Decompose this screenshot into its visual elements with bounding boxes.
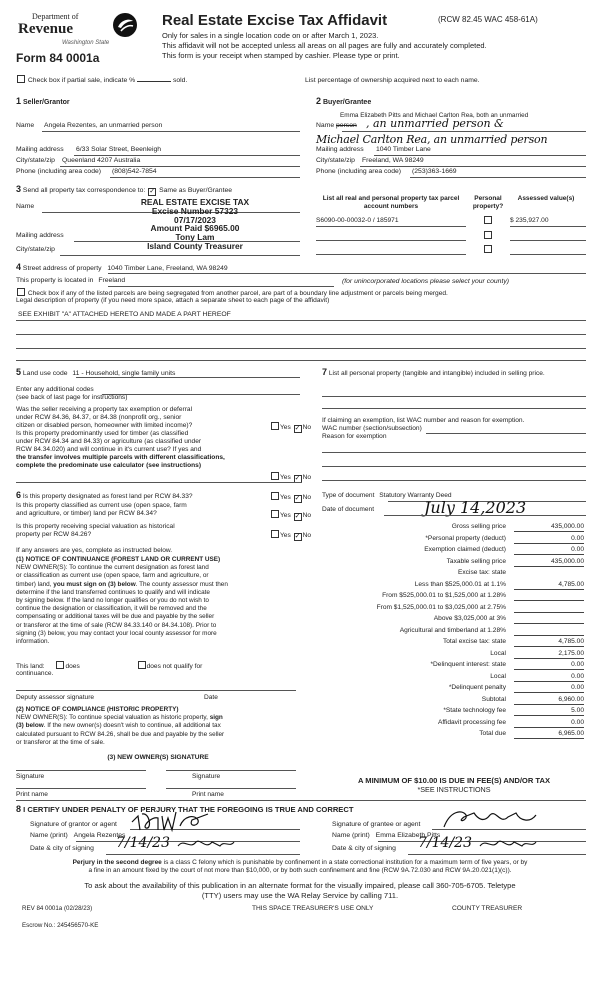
new-owner-sig-label-1: Signature	[16, 773, 45, 780]
form-citation: (RCW 82.45 WAC 458-61A)	[438, 15, 538, 24]
tax-row-label: *Personal property (deduct)	[425, 534, 506, 542]
notice2-line1	[16, 714, 224, 722]
segregation-checkbox[interactable]	[17, 288, 25, 296]
grantor-name-field[interactable]: Angela Rezentes	[73, 832, 126, 839]
tax-row-value[interactable]: 4,785.00	[514, 638, 584, 647]
land-q2-no-checkbox[interactable]: ✓	[294, 475, 301, 482]
seller-heading-num: 1	[16, 96, 22, 106]
additional-codes-label: Enter any additional codes	[16, 386, 94, 393]
stamp-line6: Island County Treasurer	[147, 241, 243, 252]
tax-row-label: Taxable selling price	[446, 557, 506, 565]
tax-row-label: *Delinquent penalty	[448, 684, 506, 691]
tax-row-label: Exemption claimed (deduct)	[424, 546, 506, 553]
forest-q3-yes-checkbox[interactable]	[271, 530, 279, 538]
buyer-heading	[316, 96, 371, 108]
seller-name-field[interactable]: Angela Rezentes, an unmarried person	[44, 122, 163, 129]
notice2-line2a: (3) below	[16, 722, 44, 730]
forest-q2	[16, 502, 187, 518]
ownership-note: List percentage of ownership acquired next to each name.	[305, 77, 480, 84]
grantor-signature-label: Signature of grantor or agent	[30, 821, 117, 828]
land-q1-no-checkbox[interactable]: ✓	[294, 425, 301, 432]
notice1-line3	[16, 581, 228, 589]
does-not-qualify-checkbox[interactable]	[138, 661, 146, 669]
seller-mail-label: Mailing address	[16, 146, 64, 153]
grantee-city-scribble-icon[interactable]	[478, 836, 538, 852]
grantor-signature-icon[interactable]	[128, 808, 258, 834]
land-q2-line2: under RCW 84.34 and 84.33) or agriculture (as classified under	[16, 438, 202, 446]
tax-row-label: Affidavit processing fee	[437, 718, 506, 726]
notice1-line2: or classification as current use (open space, farm and agriculture, or	[16, 572, 209, 580]
seller-phone-row	[16, 168, 157, 176]
seller-phone-field[interactable]: (808)542-7854	[112, 168, 157, 175]
land-q1-yes-checkbox[interactable]	[271, 422, 279, 430]
grantee-signature-icon[interactable]	[440, 805, 560, 833]
tax-row-value[interactable]: 5.00	[514, 707, 584, 716]
forest-q1-yes-checkbox[interactable]	[271, 492, 279, 500]
notice2-line2	[16, 722, 224, 730]
notice1-line10: information.	[16, 637, 50, 645]
footer-treasurer-only: THIS SPACE TREASURER'S USE ONLY	[252, 905, 374, 912]
forest-q1-text: Is this property designated as forest land per RCW 84.33?	[22, 493, 193, 500]
notice1-line9: signing (3) below, you may contact your local county assessor for more	[16, 629, 217, 637]
alt-format-notice	[10, 881, 590, 901]
perjury-bold: Perjury in the second degree	[72, 859, 162, 866]
parcel2-personal-checkbox[interactable]	[484, 231, 492, 239]
continuance-label: continuance.	[16, 670, 54, 677]
parcels-col1-header: List all real and personal property tax parcel account numbers	[322, 195, 460, 210]
tax-row-value[interactable]	[514, 592, 584, 601]
property-located-label: This property is located in	[16, 277, 94, 284]
forest-q2-yes-label: Yes	[280, 512, 291, 519]
exemption-block	[322, 417, 524, 441]
tax-row-label: Total due	[479, 730, 506, 737]
new-owner-sig-label-2: Signature	[192, 773, 221, 780]
tax-row-value[interactable]: 0.00	[514, 546, 584, 555]
forest-q2-yes-checkbox[interactable]	[271, 510, 279, 518]
seller-city-label: City/state/zip	[16, 157, 55, 164]
correspondence-heading-text: Send all property tax correspondence to:	[22, 187, 146, 194]
notice1-line6: continue the designation or classification, it will be removed and the	[16, 605, 207, 613]
segregation-label: Check box if any of the listed parcels are being segregated from another parcel, are part of a boundary line adjustment or parcels being merged.	[27, 290, 448, 297]
notice1-line7: compensating or additional taxes will be due and payable by the seller	[16, 613, 215, 621]
dept-line1: Department of	[32, 12, 79, 21]
forest-q1-yes-label: Yes	[280, 494, 291, 501]
tax-row-value[interactable]	[514, 615, 584, 624]
land-q2-line5: complete the predominate use calculator (see instructions)	[16, 462, 202, 470]
buyer-heading-num: 2	[316, 96, 322, 106]
same-as-buyer-checkbox[interactable]: ✓	[149, 188, 156, 195]
parcel-account-1[interactable]: S6090-00-00032-0 / 185971	[316, 217, 399, 224]
notice1-line3a: timber) land,	[16, 580, 54, 588]
notice1-title: (1) NOTICE OF CONTINUANCE (FOREST LAND OR CURRENT USE)	[16, 556, 221, 563]
correspondence-heading	[16, 184, 232, 196]
land-q2-yes-label: Yes	[280, 474, 291, 481]
treasurer-stamp	[120, 198, 270, 251]
tax-row-value[interactable]: 0.00	[514, 684, 584, 693]
property-address-field[interactable]: 1040 Timber Lane, Freeland, WA 98249	[107, 265, 228, 272]
see-back-note: (see back of last page for instructions)	[16, 394, 128, 401]
grantee-name-field[interactable]: Emma Elizabeth Pitts	[375, 832, 441, 839]
land-use-code-field[interactable]: 11 - Household, single family units	[72, 370, 176, 377]
notice1-line3b: you must sign on (3) below	[53, 580, 136, 588]
exemption-line1: If claiming an exemption, list WAC number and reason for exemption.	[322, 417, 525, 424]
form-number: Form 84 0001a	[16, 51, 100, 65]
grantee-name-label: Name (print)	[332, 832, 370, 839]
land-q2-line4: the transfer involves multiple parcels with different classifications,	[16, 454, 225, 462]
tax-row-value[interactable]	[514, 627, 584, 636]
exemption-wac-label: WAC number (section/subsection)	[322, 425, 422, 433]
tax-row-value[interactable]: 0.00	[514, 673, 584, 682]
tax-row-value[interactable]: 0.00	[514, 535, 584, 544]
forest-q1-no-label: No	[302, 494, 312, 501]
perjury-notice	[10, 859, 590, 876]
notice1-line8: or transferor at the time of sale (RCW 84.33.140 or 84.34.108). Prior to	[16, 621, 217, 629]
doc-type-label: Type of document	[322, 492, 375, 499]
tax-row-label: Total excise tax: state	[442, 638, 506, 645]
forest-q2-answer	[270, 510, 311, 521]
land-use-heading-num: 5	[16, 367, 22, 377]
footer-escrow: Escrow No.: 245456570-KE	[22, 922, 99, 929]
alt-format-line1: To ask about the availability of this publication in an alternate format for the visually impaired, please call 360-705-6705. Teletype	[84, 881, 516, 890]
header-note-2: This affidavit will not be accepted unless all areas on all pages are fully and accurately completed.	[162, 41, 487, 50]
land-q2-yes-checkbox[interactable]	[271, 472, 279, 480]
tax-row-label: Local	[490, 649, 506, 657]
seller-name-row	[16, 122, 300, 130]
land-use-heading-text: Land use code	[22, 370, 68, 377]
grantor-date-label: Date & city of signing	[30, 845, 94, 852]
same-as-buyer-label: Same as Buyer/Grantee	[159, 187, 233, 194]
partial-sale-label-b: sold.	[172, 77, 188, 84]
dept-line3: Washington State	[62, 40, 110, 46]
personal-heading-num: 7	[322, 367, 328, 377]
land-q2-no-label: No	[302, 474, 312, 481]
stamp-line3: 07/17/2023	[174, 214, 216, 225]
partial-sale-percent-field[interactable]	[137, 81, 171, 82]
corr-city-label: City/state/zip	[16, 246, 55, 253]
land-q2-line3: RCW 84.34.020) and will continue in it's current use? If yes and	[16, 446, 202, 454]
grantor-date-handwritten[interactable]: 7/14/23	[116, 835, 170, 851]
forest-q3	[16, 523, 175, 539]
new-owner-print-label-1: Print name	[16, 791, 48, 798]
seller-heading-text: Seller/Grantor	[22, 99, 70, 106]
perjury-line2: a fine in an amount fixed by the court of not more than $10,000, or by both such confinement and fine (RCW 9A.72.030 and RCW 9A.20.021(1)(c)).	[88, 867, 512, 875]
footer-county-treasurer: COUNTY TREASURER	[452, 905, 523, 912]
header-note-3: This form is your receipt when stamped by cashier. Please type or print.	[162, 51, 400, 60]
buyer-phone-field[interactable]: (253)363-1669	[412, 168, 457, 175]
doc-date-handwritten[interactable]: July 14,2023	[424, 498, 527, 517]
seller-mail-field[interactable]: 6/33 Solar Street, Beenleigh	[76, 146, 162, 153]
notice2-line3: calculated pursuant to RCW 84.26, shall be due and payable by the seller	[16, 730, 225, 738]
tax-row-label: *State technology fee	[443, 707, 506, 714]
seller-city-field[interactable]: Queenland 4207 Australia	[62, 157, 141, 164]
seller-mail-row	[16, 146, 162, 154]
forest-q1-answer	[270, 492, 311, 503]
grantor-name-label: Name (print)	[30, 832, 68, 839]
forest-q1	[16, 490, 193, 501]
forest-q3-answer	[270, 530, 311, 541]
forest-q2-line2: and agriculture, or timber) land per RCW 84.34?	[16, 510, 157, 518]
tax-row-label: Agricultural and timberland at 1.28%	[399, 626, 506, 634]
parcel-value-1[interactable]: $ 235,927.00	[510, 217, 549, 224]
stamp-line2: Excise Number 57323	[151, 205, 239, 216]
exemption-reason-label: Reason for exemption	[322, 433, 387, 441]
forest-q3-no-checkbox[interactable]: ✓	[294, 533, 301, 540]
notice2-line4: or transferor at the time of sale.	[16, 738, 105, 746]
notice2-line1a: NEW OWNER(S): To continue special valuation as historic property,	[16, 714, 210, 722]
notice2-line2b: . If the new owner(s) doesn't wish to continue, all additional tax	[43, 722, 221, 730]
doc-date-label: Date of document	[322, 506, 375, 513]
footer-rev: REV 84 0001a (02/28/23)	[22, 905, 93, 912]
legal-description-field[interactable]: SEE EXHIBIT "A" ATTACHED HERETO AND MADE A PART HEREOF	[18, 311, 231, 318]
property-heading-num: 4	[16, 262, 22, 272]
tax-row-value[interactable]	[514, 604, 584, 613]
tax-row-value[interactable]: 2,175.00	[514, 650, 584, 659]
minimum-fee-note: A MINIMUM OF $10.00 IS DUE IN FEE(S) AND/OR TAX	[357, 776, 551, 785]
tax-row-value[interactable]: 435,000.00	[514, 558, 584, 567]
property-heading	[16, 262, 228, 273]
notice1-line5: by signing below. If the land no longer qualifies or you do not wish to	[16, 596, 209, 604]
stamp-line4: Amount Paid $6965.00	[150, 223, 240, 234]
certify-heading-text: I CERTIFY UNDER PENALTY OF PERJURY THAT THE FOREGOING IS TRUE AND CORRECT	[23, 805, 354, 814]
grantor-city-scribble-icon[interactable]	[176, 836, 236, 852]
tax-row-value[interactable]: 6,960.00	[514, 696, 584, 705]
tax-row-label: Less than $525,000.01 at 1.1%	[414, 580, 506, 588]
land-q2-line1: Is this property predominantly used for timber (as classified	[16, 430, 189, 437]
parcels-col3-header: Assessed value(s)	[517, 195, 575, 202]
notice1-line4: determine if the land transferred continues to qualify and will indicate	[16, 588, 210, 596]
parcels-col2-header: Personal property?	[472, 195, 504, 210]
legal-description-label: Legal description of property (if you need more space, attach a separate sheet to each page of the affidavit)	[16, 297, 330, 304]
forest-q2-line1: Is this property classified as current use (open space, farm	[16, 502, 187, 509]
personal-property-heading	[322, 367, 588, 378]
buyer-city-row	[316, 157, 424, 165]
notice-compliance	[16, 706, 224, 747]
doc-type-field[interactable]: Statutory Warranty Deed	[379, 492, 452, 499]
buyer-heading-text: Buyer/Grantee	[322, 99, 372, 106]
forest-if-any: If any answers are yes, complete as instructed below.	[16, 547, 173, 554]
corr-mail-label: Mailing address	[16, 232, 64, 239]
partial-sale-label-a: Check box if partial sale, indicate %	[27, 77, 136, 84]
revenue-logo-icon	[112, 12, 138, 38]
corr-name-label: Name	[16, 203, 35, 210]
tax-row-value[interactable]: 0.00	[514, 719, 584, 728]
notice1-line1: NEW OWNER(S): To continue the current designation as forest land	[16, 564, 209, 572]
new-owner-signature-title: (3) NEW OWNER(S) SIGNATURE	[107, 754, 209, 761]
new-owner-print-label-2: Print name	[192, 791, 224, 798]
forest-q3-yes-label: Yes	[280, 532, 291, 539]
forest-q3-line2: property per RCW 84.26?	[16, 531, 92, 539]
see-instructions-note: *SEE INSTRUCTIONS	[417, 785, 491, 794]
form-title: Real Estate Excise Tax Affidavit	[162, 12, 388, 29]
dept-line2: Revenue	[18, 21, 73, 37]
tax-row-value[interactable]: 0.00	[514, 661, 584, 670]
stamp-line5: Tony Lam	[175, 232, 215, 243]
seller-phone-label: Phone (including area code)	[16, 168, 102, 175]
buyer-handwritten-line2[interactable]: Michael Carlton Rea, an unmarried person	[316, 133, 548, 146]
land-q1-line1: Was the seller receiving a property tax exemption or deferral	[16, 406, 193, 413]
land-q1-answer	[270, 422, 311, 433]
forest-q2-no-label: No	[302, 512, 312, 519]
buyer-phone-label: Phone (including area code)	[316, 168, 402, 175]
partial-sale-row	[16, 75, 187, 85]
parcel3-personal-checkbox[interactable]	[484, 245, 492, 253]
property-located-field[interactable]: Freeland	[98, 277, 126, 284]
perjury-line1: is a class C felony which is punishable by confinement in a state correctional institution for a maximum term of five years, or by	[161, 859, 528, 866]
seller-city-row	[16, 157, 141, 165]
deputy-date-label: Date	[204, 694, 218, 701]
tax-row-label: From $1,525,000.01 to $3,025,000 at 2.75%	[376, 603, 506, 611]
buyer-mail-label: Mailing address	[316, 146, 364, 153]
property-heading-text: Street address of property	[22, 265, 102, 272]
does-qualify-checkbox[interactable]	[56, 661, 64, 669]
tax-row-label: Subtotal	[481, 695, 506, 703]
land-q2	[16, 430, 225, 470]
forest-q3-no-label: No	[302, 532, 312, 539]
this-land-label: This land:	[16, 663, 45, 670]
grantee-date-label: Date & city of signing	[332, 845, 396, 852]
tax-row-label: Local	[490, 672, 506, 680]
notice1-line3c: . The county assessor must then	[135, 580, 228, 588]
tax-row-label: Above $3,025,000 at 3%	[433, 615, 506, 622]
land-q1-line3: citizen or disabled person, homeowner with limited income)?	[16, 422, 193, 430]
does-not-label: does not qualify for	[146, 663, 203, 670]
buyer-names-typed[interactable]: Emma Elizabeth Pitts and Michael Carlton Rea, both an unmarried	[340, 112, 529, 119]
buyer-phone-row	[316, 168, 457, 176]
header-note-1: Only for sales in a single location code on or after March 1, 2023.	[162, 31, 379, 40]
notice2-line1b: sign	[209, 714, 223, 722]
buyer-handwritten-line1[interactable]: , an unmarried person &	[366, 117, 504, 130]
forest-q2-no-checkbox[interactable]: ✓	[294, 513, 301, 520]
buyer-city-field[interactable]: Freeland, WA 98249	[362, 157, 424, 164]
tax-row-label: Excise tax: state	[457, 569, 506, 576]
notice2-title: (2) NOTICE OF COMPLIANCE (HISTORIC PROPERTY)	[16, 706, 179, 713]
buyer-city-label: City/state/zip	[316, 157, 355, 164]
land-q1-line2: under RCW 84.36, 84.37, or 84.38 (nonprofit org., senior	[16, 414, 182, 422]
certify-heading-num: 8	[16, 804, 22, 814]
tax-row-label: *Delinquent interest: state	[430, 661, 506, 668]
grantor-name-row	[30, 832, 125, 840]
notice-continuance	[16, 556, 228, 646]
tax-row-label: Gross selling price	[451, 523, 506, 530]
seller-name-label: Name	[16, 122, 35, 129]
does-label: does	[65, 663, 80, 670]
buyer-mail-row	[316, 146, 431, 154]
personal-heading-text: List all personal property (tangible and intangible) included in selling price.	[328, 370, 545, 377]
buyer-name-label-struck: person	[336, 122, 357, 129]
seller-heading	[16, 96, 70, 108]
parcel1-personal-checkbox[interactable]	[484, 216, 492, 224]
deputy-signature-label: Deputy assessor signature	[16, 694, 95, 701]
unincorporated-note: (for unincorporated locations please select your county)	[342, 278, 509, 285]
grantee-date-handwritten[interactable]: 7/14/23	[418, 835, 472, 851]
correspondence-heading-num: 3	[16, 184, 22, 194]
land-q1-yes-label: Yes	[280, 424, 291, 431]
stamp-line1: REAL ESTATE EXCISE TAX	[140, 197, 250, 207]
buyer-name-label	[316, 122, 357, 130]
tax-row-value[interactable]: 6,965.00	[514, 730, 584, 739]
property-located-row	[16, 277, 125, 285]
land-q1	[16, 406, 192, 430]
forest-heading-num: 6	[16, 490, 22, 500]
buyer-name-label-text: Name	[316, 122, 335, 129]
forest-q3-line1: Is this property receiving special valuation as historical	[16, 523, 175, 530]
tax-row-value[interactable]: 4,785.00	[514, 581, 584, 590]
partial-sale-checkbox[interactable]	[17, 75, 25, 83]
buyer-mail-field[interactable]: 1040 Timber Lane	[376, 146, 431, 153]
grantee-signature-label: Signature of grantee or agent	[332, 821, 421, 828]
tax-row-label: From $525,000.01 to $1,525,000 at 1.28%	[382, 592, 506, 599]
alt-format-line2: (TTY) users may use the WA Relay Service by calling 711.	[201, 890, 399, 900]
forest-q1-no-checkbox[interactable]: ✓	[294, 495, 301, 502]
tax-row-value[interactable]: 435,000.00	[514, 523, 584, 532]
land-q1-no-label: No	[302, 424, 312, 431]
